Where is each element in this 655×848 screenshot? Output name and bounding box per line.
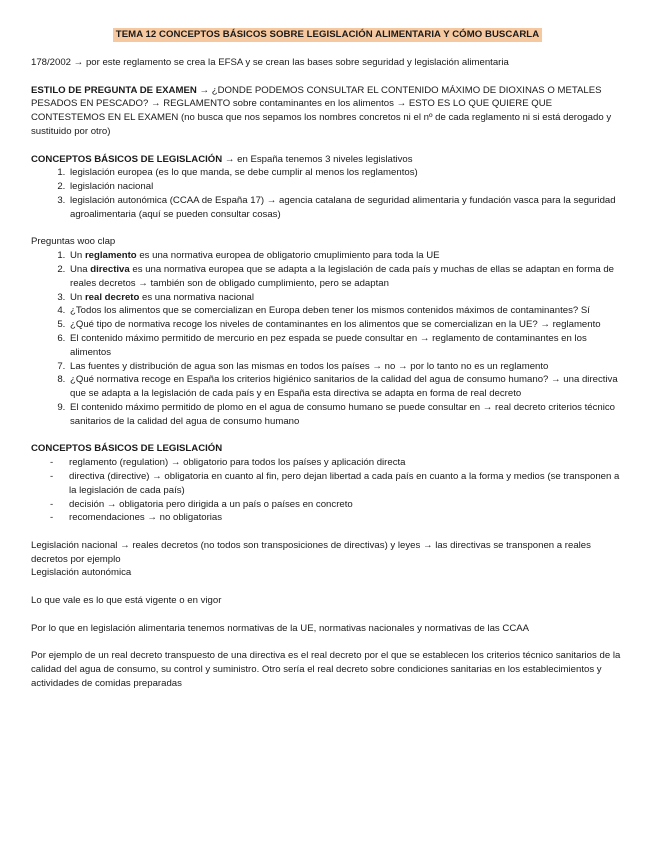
example-paragraph: Por ejemplo de un real decreto transpuesto de una directiva es el real decreto por el que se establecen los criterios técnico sanitarios de la calidad del agua de consumo, su control y suministro. Otro sería el real decreto sobre condiciones sanitarias en los establecimientos y actividades de comidas preparadas: [31, 650, 621, 689]
list-item: 3. legislación autonómica (CCAA de España 17) → agencia catalana de seguridad alimentaria y fundación vasca para la seguridad agroalimentaria (aquí se pueden consultar cosas): [68, 194, 625, 222]
national-paragraph: Legislación nacional → reales decretos (no todos son transposiciones de directivas) y leyes → las directivas se transponen a reales decretos por ejemplo: [31, 539, 591, 565]
wooclap-heading: Preguntas woo clap: [31, 236, 116, 248]
concepts-heading: CONCEPTOS BÁSICOS DE LEGISLACIÓN: [31, 443, 223, 455]
autonomic-paragraph: Legislación autonómica: [31, 567, 132, 579]
list-item: 7. Las fuentes y distribución de agua son las mismas en todos los países → no → por lo tanto no es un reglamento: [68, 360, 625, 374]
exam-style-paragraph: [31, 84, 625, 139]
vigente-paragraph: Lo que vale es lo que está vigente o en vigor: [31, 595, 222, 607]
list-item: 5. ¿Qué tipo de normativa recoge los niveles de contaminantes en los alimentos que se comercializan en la UE? → reglamento: [68, 318, 625, 332]
list-item: 6. El contenido máximo permitido de mercurio en pez espada se puede consultar en → reglamento de contaminantes en los alimentos: [68, 332, 625, 360]
list-item: 8. ¿Qué normativa recoge en España los criterios higiénico sanitarios de la calidad del agua de consumo humano? → una directiva que se adapta a la legislación de cada país y en España esta directiva se adapta en forma de real decreto: [68, 373, 625, 401]
document-title: TEMA 12 CONCEPTOS BÁSICOS SOBRE LEGISLACIÓN ALIMENTARIA Y CÓMO BUSCARLA: [113, 28, 542, 42]
levels-list: [31, 166, 625, 221]
exam-style-text: → ¿DONDE PODEMOS CONSULTAR EL CONTENIDO MÁXIMO DE DIOXINAS O METALES PESADOS EN PESCADO? → REGLAMENTO sobre contaminantes en los alimentos → ESTO ES LO QUE QUIERE QUE CONTESTEMOS EN EL EXAMEN (no busca que nos sepamos los nombres concretos ni el nº de cada reglamento ni si está derogado y sustituido por otro): [31, 84, 612, 137]
wooclap-list: [31, 249, 625, 428]
levels-paragraph: [31, 153, 625, 167]
list-item: - reglamento (regulation) → obligatorio para todos los países y aplicación directa: [69, 456, 625, 470]
list-item: - recomendaciones → no obligatorias: [69, 511, 625, 525]
document-body: [31, 56, 625, 691]
list-item: 9. El contenido máximo permitido de plomo en el agua de consumo humano se puede consultar en → real decreto criterios técnico sanitarios de la calidad del agua de consumo humano: [68, 401, 625, 429]
intro-paragraph: 178/2002 → por este reglamento se crea la EFSA y se crean las bases sobre seguridad y legislación alimentaria: [31, 57, 509, 68]
list-item: 2. legislación nacional: [68, 180, 625, 194]
list-item: 2. Una directiva es una normativa europea que se adapta a la legislación de cada país y muchas de ellas se adaptan en forma de reales decretos → también son de obligado cumplimiento, pero se adaptan: [68, 263, 625, 291]
levels-text: → en España tenemos 3 niveles legislativos: [222, 153, 413, 165]
concepts-list: [31, 456, 625, 525]
title-wrap: [0, 28, 655, 42]
list-item: - directiva (directive) → obligatoria en cuanto al fin, pero dejan libertad a cada país en cuanto a la forma y medios (se transponen a la legislación de cada país): [69, 470, 625, 498]
list-item: 4. ¿Todos los alimentos que se comercializan en Europa deben tener los mismos contenidos máximos de contaminantes? Sí: [68, 304, 625, 318]
list-item: 1. Un reglamento es una normativa europea de obligatorio cmuplimiento para toda la UE: [68, 249, 625, 263]
exam-style-heading: ESTILO DE PREGUNTA DE EXAMEN: [31, 84, 197, 96]
summary-paragraph: Por lo que en legislación alimentaria tenemos normativas de la UE, normativas nacionales y normativas de las CCAA: [31, 622, 530, 634]
list-item: 1. legislación europea (es lo que manda, se debe cumplir al menos los reglamentos): [68, 166, 625, 180]
levels-heading: CONCEPTOS BÁSICOS DE LEGISLACIÓN: [31, 153, 223, 165]
list-item: 3. Un real decreto es una normativa nacional: [68, 291, 625, 305]
list-item: - decisión → obligatoria pero dirigida a un país o países en concreto: [69, 498, 625, 512]
